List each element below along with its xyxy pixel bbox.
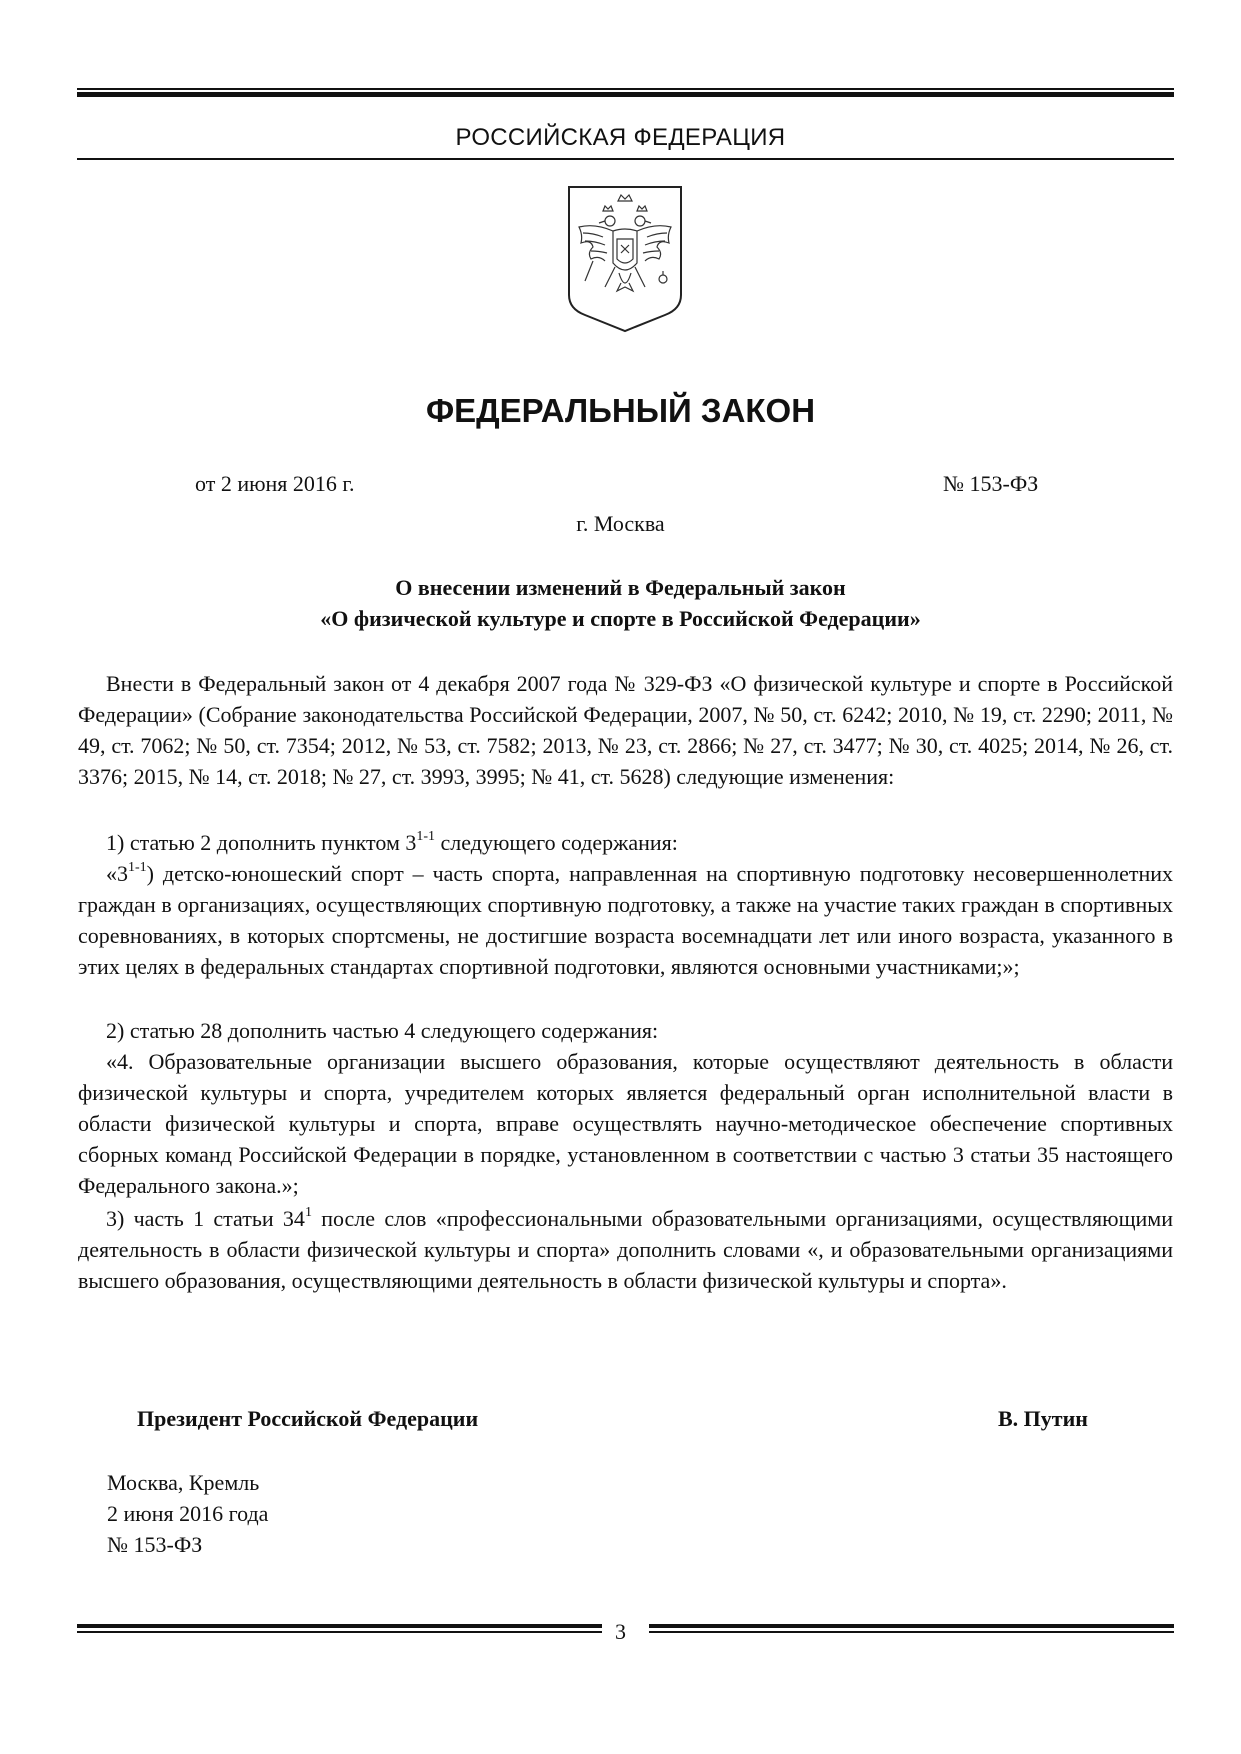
document-date: от 2 июня 2016 г. bbox=[195, 471, 355, 496]
item3-superscript: 1 bbox=[304, 1204, 312, 1220]
signing-date: 2 июня 2016 года bbox=[107, 1501, 269, 1526]
page-number: 3 bbox=[615, 1619, 626, 1644]
law-title-line1: О внесении изменений в Федеральный закон bbox=[395, 575, 846, 600]
quote1-text-start: «3 bbox=[106, 861, 128, 886]
amendment-item-3 bbox=[78, 1203, 1173, 1296]
document-number: № 153-ФЗ bbox=[943, 471, 1039, 496]
signatory-title: Президент Российской Федерации bbox=[137, 1406, 479, 1431]
quote1-text: ) детско-юношеский спорт – часть спорта, направленная на спортивную подготовку несовершеннолетних граждан в организациях, осуществляющих спортивную подготовку, а также на участие таких граждан в спортивных соревнованиях, в которых спортсмены, не достигшие возраста восемнадцати лет или иного возраста, указанного в этих целях в федеральных стандартах спортивной подготовки, являются основными участниками;»; bbox=[78, 861, 1173, 979]
intro-paragraph bbox=[78, 668, 1173, 792]
item1-text-end: следующего содержания: bbox=[435, 830, 678, 855]
coat-of-arms-icon bbox=[565, 183, 685, 334]
document-city: г. Москва bbox=[576, 511, 665, 536]
law-title-line2: «О физической культуре и спорте в Российской Федерации» bbox=[320, 606, 921, 631]
item1-superscript: 1-1 bbox=[416, 828, 436, 844]
law-title bbox=[0, 572, 1241, 634]
item3-text-end: после слов «профессиональными образовательными организациями, осуществляющими деятельность в области физической культуры и спорта» дополнить словами «, и образовательными организациями высшего образования, осуществляющими деятельность в области физической культуры и спорта». bbox=[78, 1206, 1173, 1293]
item1-text: 1) статью 2 дополнить пунктом 3 bbox=[106, 830, 417, 855]
amendment-item-2 bbox=[78, 1015, 1173, 1046]
top-rule-thin bbox=[77, 88, 1174, 90]
intro-text: Внести в Федеральный закон от 4 декабря 2007 года № 329-ФЗ «О физической культуре и спорте в Российской Федерации» (Собрание законодательства Российской Федерации, 2007, № 50, ст. 6242; 2010, № 19, ст. 2290; 2011, № 49, ст. 7062; № 50, ст. 7354; 2012, № 53, ст. 7582; 2013, № 23, ст. 2866; № 27, ст. 3477; № 30, ст. 4025; 2014, № 26, ст. 3376; 2015, № 14, ст. 2018; № 27, ст. 3993, 3995; № 41, ст. 5628) следующие изменения: bbox=[78, 671, 1173, 789]
amendment-quote-2 bbox=[78, 1046, 1173, 1201]
item3-text: 3) часть 1 статьи 34 bbox=[106, 1206, 305, 1231]
signatory-name: В. Путин bbox=[998, 1406, 1088, 1431]
signing-number: № 153-ФЗ bbox=[107, 1532, 203, 1557]
header-country: РОССИЙСКАЯ ФЕДЕРАЦИЯ bbox=[455, 124, 786, 151]
document-type: ФЕДЕРАЛЬНЫЙ ЗАКОН bbox=[425, 392, 816, 429]
amendment-item-1 bbox=[78, 827, 1173, 858]
header-underline bbox=[77, 158, 1174, 160]
quote2-text: «4. Образовательные организации высшего образования, которые осуществляют деятельность в области физической культуры и спорта, учредителем которых является федеральный орган исполнительной власти в области физической культуры и спорта, вправе осуществлять научно-методическое обеспечение спортивных сборных команд Российской Федерации в порядке, установленном в соответствии с частью 3 статьи 35 настоящего Федерального закона.»; bbox=[78, 1049, 1173, 1198]
signing-place: Москва, Кремль bbox=[107, 1470, 260, 1495]
amendment-quote-1 bbox=[78, 858, 1173, 982]
signing-details bbox=[107, 1467, 268, 1560]
top-rule-thick bbox=[77, 92, 1174, 97]
item2-text: 2) статью 28 дополнить частью 4 следующего содержания: bbox=[106, 1018, 659, 1043]
quote1-superscript: 1-1 bbox=[128, 859, 147, 875]
